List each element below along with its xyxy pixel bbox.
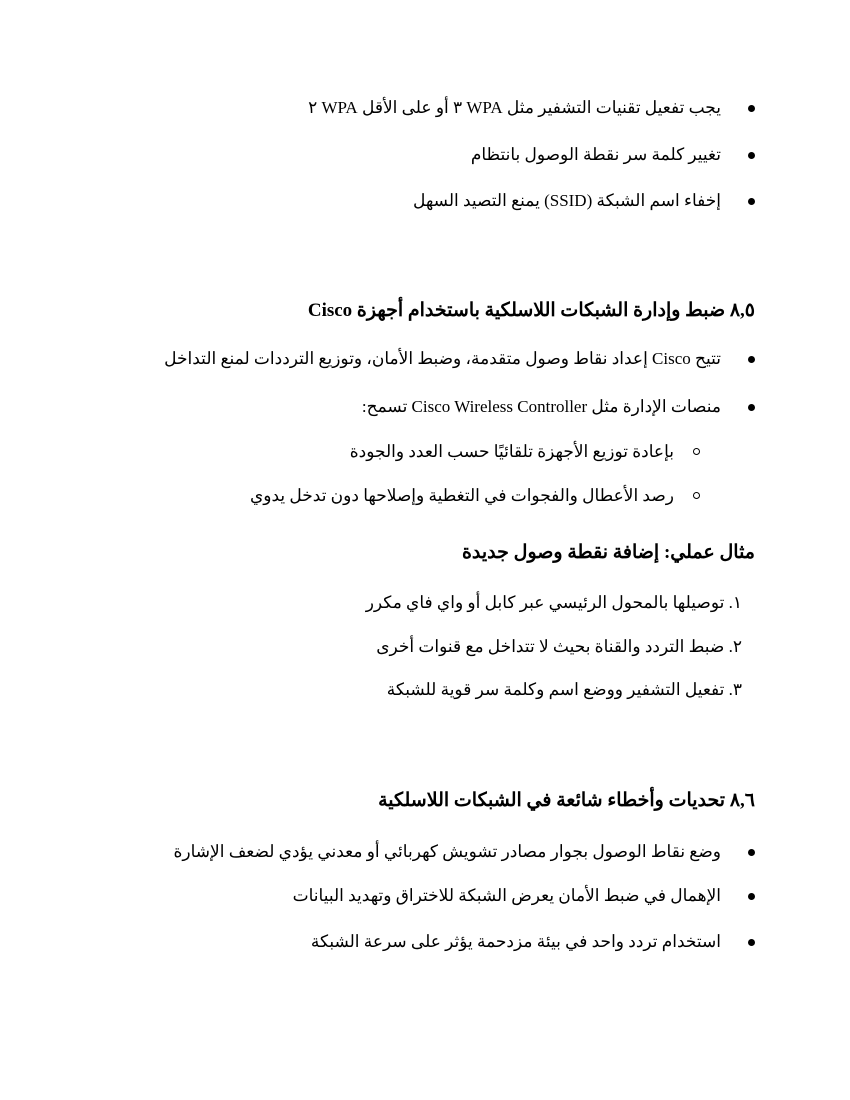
circle-bullet-icon	[693, 492, 700, 499]
list-item-text: استخدام تردد واحد في بيئة مزدحمة يؤثر على سرعة الشبكة	[310, 932, 721, 951]
numbered-step: ٢. ضبط التردد والقناة بحيث لا تتداخل مع قنوات أخرى	[376, 637, 742, 656]
sub-list-item	[350, 441, 700, 463]
bullet-icon	[748, 152, 755, 159]
list-item-text: يجب تفعيل تقنيات التشفير مثل WPA ٣ أو على الأقل WPA ٢	[308, 98, 721, 117]
bullet-icon	[748, 404, 755, 411]
list-item-text: منصات الإدارة مثل Cisco Wireless Controller تسمح:	[361, 397, 721, 416]
numbered-step: ١. توصيلها بالمحول الرئيسي عبر كابل أو واي فاي مكرر	[365, 593, 742, 612]
bullet-icon	[748, 849, 755, 856]
sub-list-item-text: رصد الأعطال والفجوات في التغطية وإصلاحها دون تدخل يدوي	[249, 486, 674, 505]
sub-list-item-text: بإعادة توزيع الأجهزة تلقائيًا حسب العدد والجودة	[349, 442, 674, 461]
list-item	[362, 396, 755, 418]
list-item	[471, 144, 755, 166]
bullet-icon	[748, 198, 755, 205]
list-item-text: إخفاء اسم الشبكة (SSID) يمنع التصيد السهل	[412, 191, 721, 210]
bullet-icon	[748, 356, 755, 363]
bullet-icon	[748, 105, 755, 112]
list-item-text: الإهمال في ضبط الأمان يعرض الشبكة للاختراق وتهديد البيانات	[292, 886, 721, 905]
list-item	[308, 97, 755, 119]
list-item	[293, 885, 755, 907]
list-item-text: وضع نقاط الوصول بجوار مصادر تشويش كهربائي أو معدني يؤدي لضعف الإشارة	[173, 842, 721, 861]
list-item	[164, 348, 755, 370]
numbered-step: ٣. تفعيل التشفير ووضع اسم وكلمة سر قوية للشبكة	[386, 680, 742, 699]
example-heading: مثال عملي: إضافة نقطة وصول جديدة	[461, 542, 755, 563]
list-item-text: تغيير كلمة سر نقطة الوصول بانتظام	[470, 145, 721, 164]
list-item-text: تتيح Cisco إعداد نقاط وصول متقدمة، وضبط الأمان، وتوزيع الترددات لمنع التداخل	[164, 349, 721, 368]
section-heading: ٨,٥ ضبط وإدارة الشبكات اللاسلكية باستخدام أجهزة Cisco	[307, 300, 755, 321]
bullet-icon	[748, 939, 755, 946]
list-item	[413, 190, 755, 212]
sub-list-item	[250, 485, 700, 507]
section-heading: ٨,٦ تحديات وأخطاء شائعة في الشبكات اللاسلكية	[378, 790, 755, 811]
list-item	[174, 841, 756, 863]
list-item	[311, 931, 755, 953]
bullet-icon	[748, 893, 755, 900]
circle-bullet-icon	[693, 448, 700, 455]
